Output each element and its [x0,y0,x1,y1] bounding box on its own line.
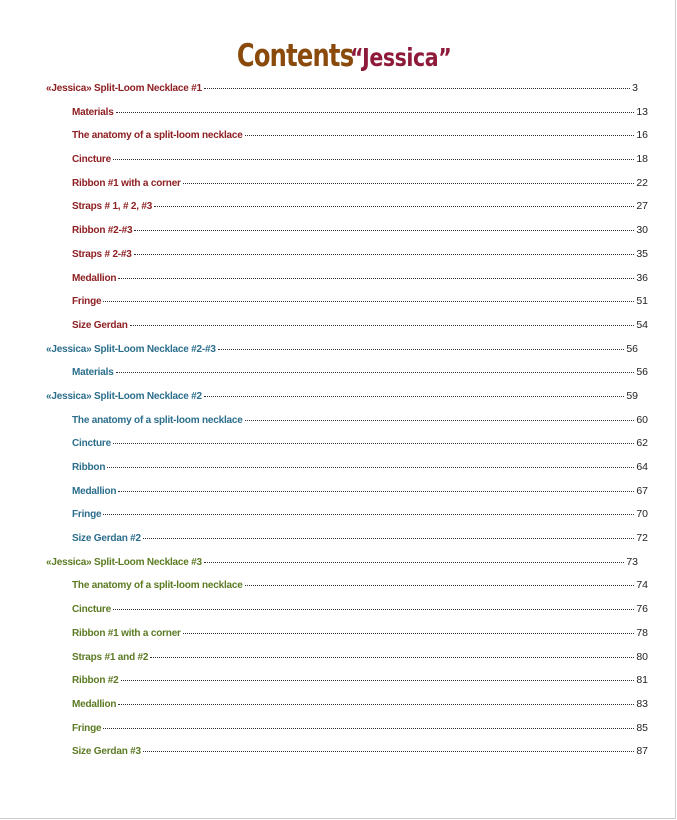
toc-entry-label: The anatomy of a split-loom necklace [72,414,243,426]
dot-leader [103,728,634,729]
toc-entry-label: «Jessica» Split-Loom Necklace #1 [46,83,202,94]
title-main: Contents [236,38,354,74]
toc-entry[interactable] [46,153,648,177]
toc-entry-label: «Jessica» Split-Loom Necklace #2 [46,390,202,402]
toc-page-number: 72 [636,532,648,545]
toc-page-number: 64 [636,461,648,473]
dot-leader [143,751,634,752]
toc-entry-label: Medallion [72,485,117,497]
toc-entry-label: Ribbon #2 [72,675,119,687]
toc-entry-label: Size Gerdan #2 [72,533,141,545]
dot-leader [204,88,630,89]
toc-page-number: 59 [626,389,638,402]
toc-page-number: 51 [636,295,648,308]
toc-entry-label: Materials [72,106,114,118]
toc-entry-label: Ribbon #1 with a corner [72,177,181,189]
toc-entry[interactable] [46,627,648,651]
toc-page-number: 60 [636,413,648,426]
toc-entry-label: Ribbon #1 with a corner [72,627,181,639]
toc-page-number: 56 [636,366,648,379]
toc-entry[interactable] [46,295,648,319]
toc-page-number: 83 [636,697,648,710]
toc-entry-label: Fringe [72,296,102,308]
toc-entry[interactable] [46,224,648,248]
dot-leader [245,420,635,421]
toc-entry[interactable] [46,674,648,698]
dot-leader [183,633,635,634]
toc-entry[interactable] [46,651,648,675]
dot-leader [118,491,634,492]
toc-entry[interactable] [46,698,648,722]
toc-entry-label: «Jessica» Split-Loom Necklace #3 [46,556,202,568]
dot-leader [245,135,635,136]
toc-entry[interactable] [46,414,648,438]
toc-page-number: 56 [626,342,638,355]
dot-leader [107,467,634,468]
dot-leader [150,657,634,658]
toc-entry-label: Size Gerdan #3 [72,746,141,758]
dot-leader [103,514,634,515]
page-title [0,38,677,74]
toc-entry-label: Fringe [72,722,102,734]
toc-page-number: 85 [636,721,648,734]
toc-entry[interactable] [46,319,648,343]
toc-page-number: 80 [636,650,648,663]
toc-page-number: 54 [636,318,648,331]
toc-entry-label: Straps # 2-#3 [72,248,132,260]
dot-leader [113,609,634,610]
toc-entry-label: Medallion [72,272,117,284]
dot-leader [218,349,625,350]
dot-leader [113,159,634,160]
toc-page-number: 70 [636,508,648,521]
toc-entry-label: Straps #1 and #2 [72,651,149,663]
dot-leader [134,230,634,231]
dot-leader [130,325,635,326]
toc-page-number: 81 [636,674,648,687]
title-sub: “Jessica” [349,43,451,72]
toc-entry[interactable] [46,722,648,746]
toc-entry[interactable] [46,200,648,224]
toc-entry-label: Cincture [72,154,111,166]
toc-page-number: 36 [636,271,648,284]
dot-leader [113,443,634,444]
toc-page-number: 3 [632,82,638,94]
toc-entry-label: «Jessica» Split-Loom Necklace #2-#3 [46,343,216,355]
toc-page-number: 73 [626,555,638,568]
dot-leader [103,301,634,302]
toc-entry[interactable] [46,437,648,461]
dot-leader [204,396,624,397]
toc-section-heading[interactable] [46,390,638,414]
dot-leader [204,562,624,563]
toc-page-number: 35 [636,247,648,260]
dot-leader [134,254,635,255]
toc-page-number: 30 [636,224,648,237]
toc-page-number: 62 [636,437,648,450]
toc-page-number: 18 [636,153,648,166]
toc-entry[interactable] [46,508,648,532]
toc-page-number: 13 [636,105,648,118]
toc-entry[interactable] [46,461,648,485]
toc-page-number: 67 [636,484,648,497]
toc-page-number: 78 [636,626,648,639]
toc-entry-label: Medallion [72,698,117,710]
toc-entry[interactable] [46,177,648,201]
toc-entry[interactable] [46,579,648,603]
toc-page-number: 87 [636,745,648,758]
toc-section-heading[interactable] [46,343,638,367]
toc-entry[interactable] [46,366,648,390]
toc-page-number: 22 [636,176,648,189]
toc-section-heading[interactable] [46,82,638,106]
dot-leader [116,372,635,373]
toc-entry[interactable] [46,485,648,509]
dot-leader [118,704,634,705]
toc-entry-label: Ribbon [72,462,106,473]
toc-entry[interactable] [46,532,648,556]
toc-entry-label: Materials [72,367,114,379]
toc-entry[interactable] [46,603,648,627]
toc-entry-label: The anatomy of a split-loom necklace [72,130,243,142]
toc-entry-label: Size Gerdan [72,319,128,331]
toc-entry[interactable] [46,745,648,769]
dot-leader [118,278,634,279]
toc-page-number: 27 [636,200,648,213]
dot-leader [116,112,635,113]
dot-leader [245,585,635,586]
toc-entry-label: Fringe [72,509,102,521]
toc-entry-label: Cincture [72,438,111,450]
dot-leader [183,183,635,184]
toc-page-number: 16 [636,129,648,142]
toc-section-heading[interactable] [46,556,638,580]
dot-leader [143,538,634,539]
table-of-contents [46,82,648,769]
toc-entry-label: Ribbon #2-#3 [72,225,133,237]
toc-page-number: 74 [636,579,648,592]
dot-leader [154,206,634,207]
toc-entry-label: Cincture [72,604,111,616]
toc-entry[interactable] [46,272,648,296]
toc-entry[interactable] [46,106,648,130]
toc-entry[interactable] [46,129,648,153]
toc-entry-label: The anatomy of a split-loom necklace [72,580,243,592]
toc-entry-label: Straps # 1, # 2, #3 [72,201,153,213]
toc-entry[interactable] [46,248,648,272]
toc-page-number: 76 [636,603,648,616]
dot-leader [121,680,635,681]
